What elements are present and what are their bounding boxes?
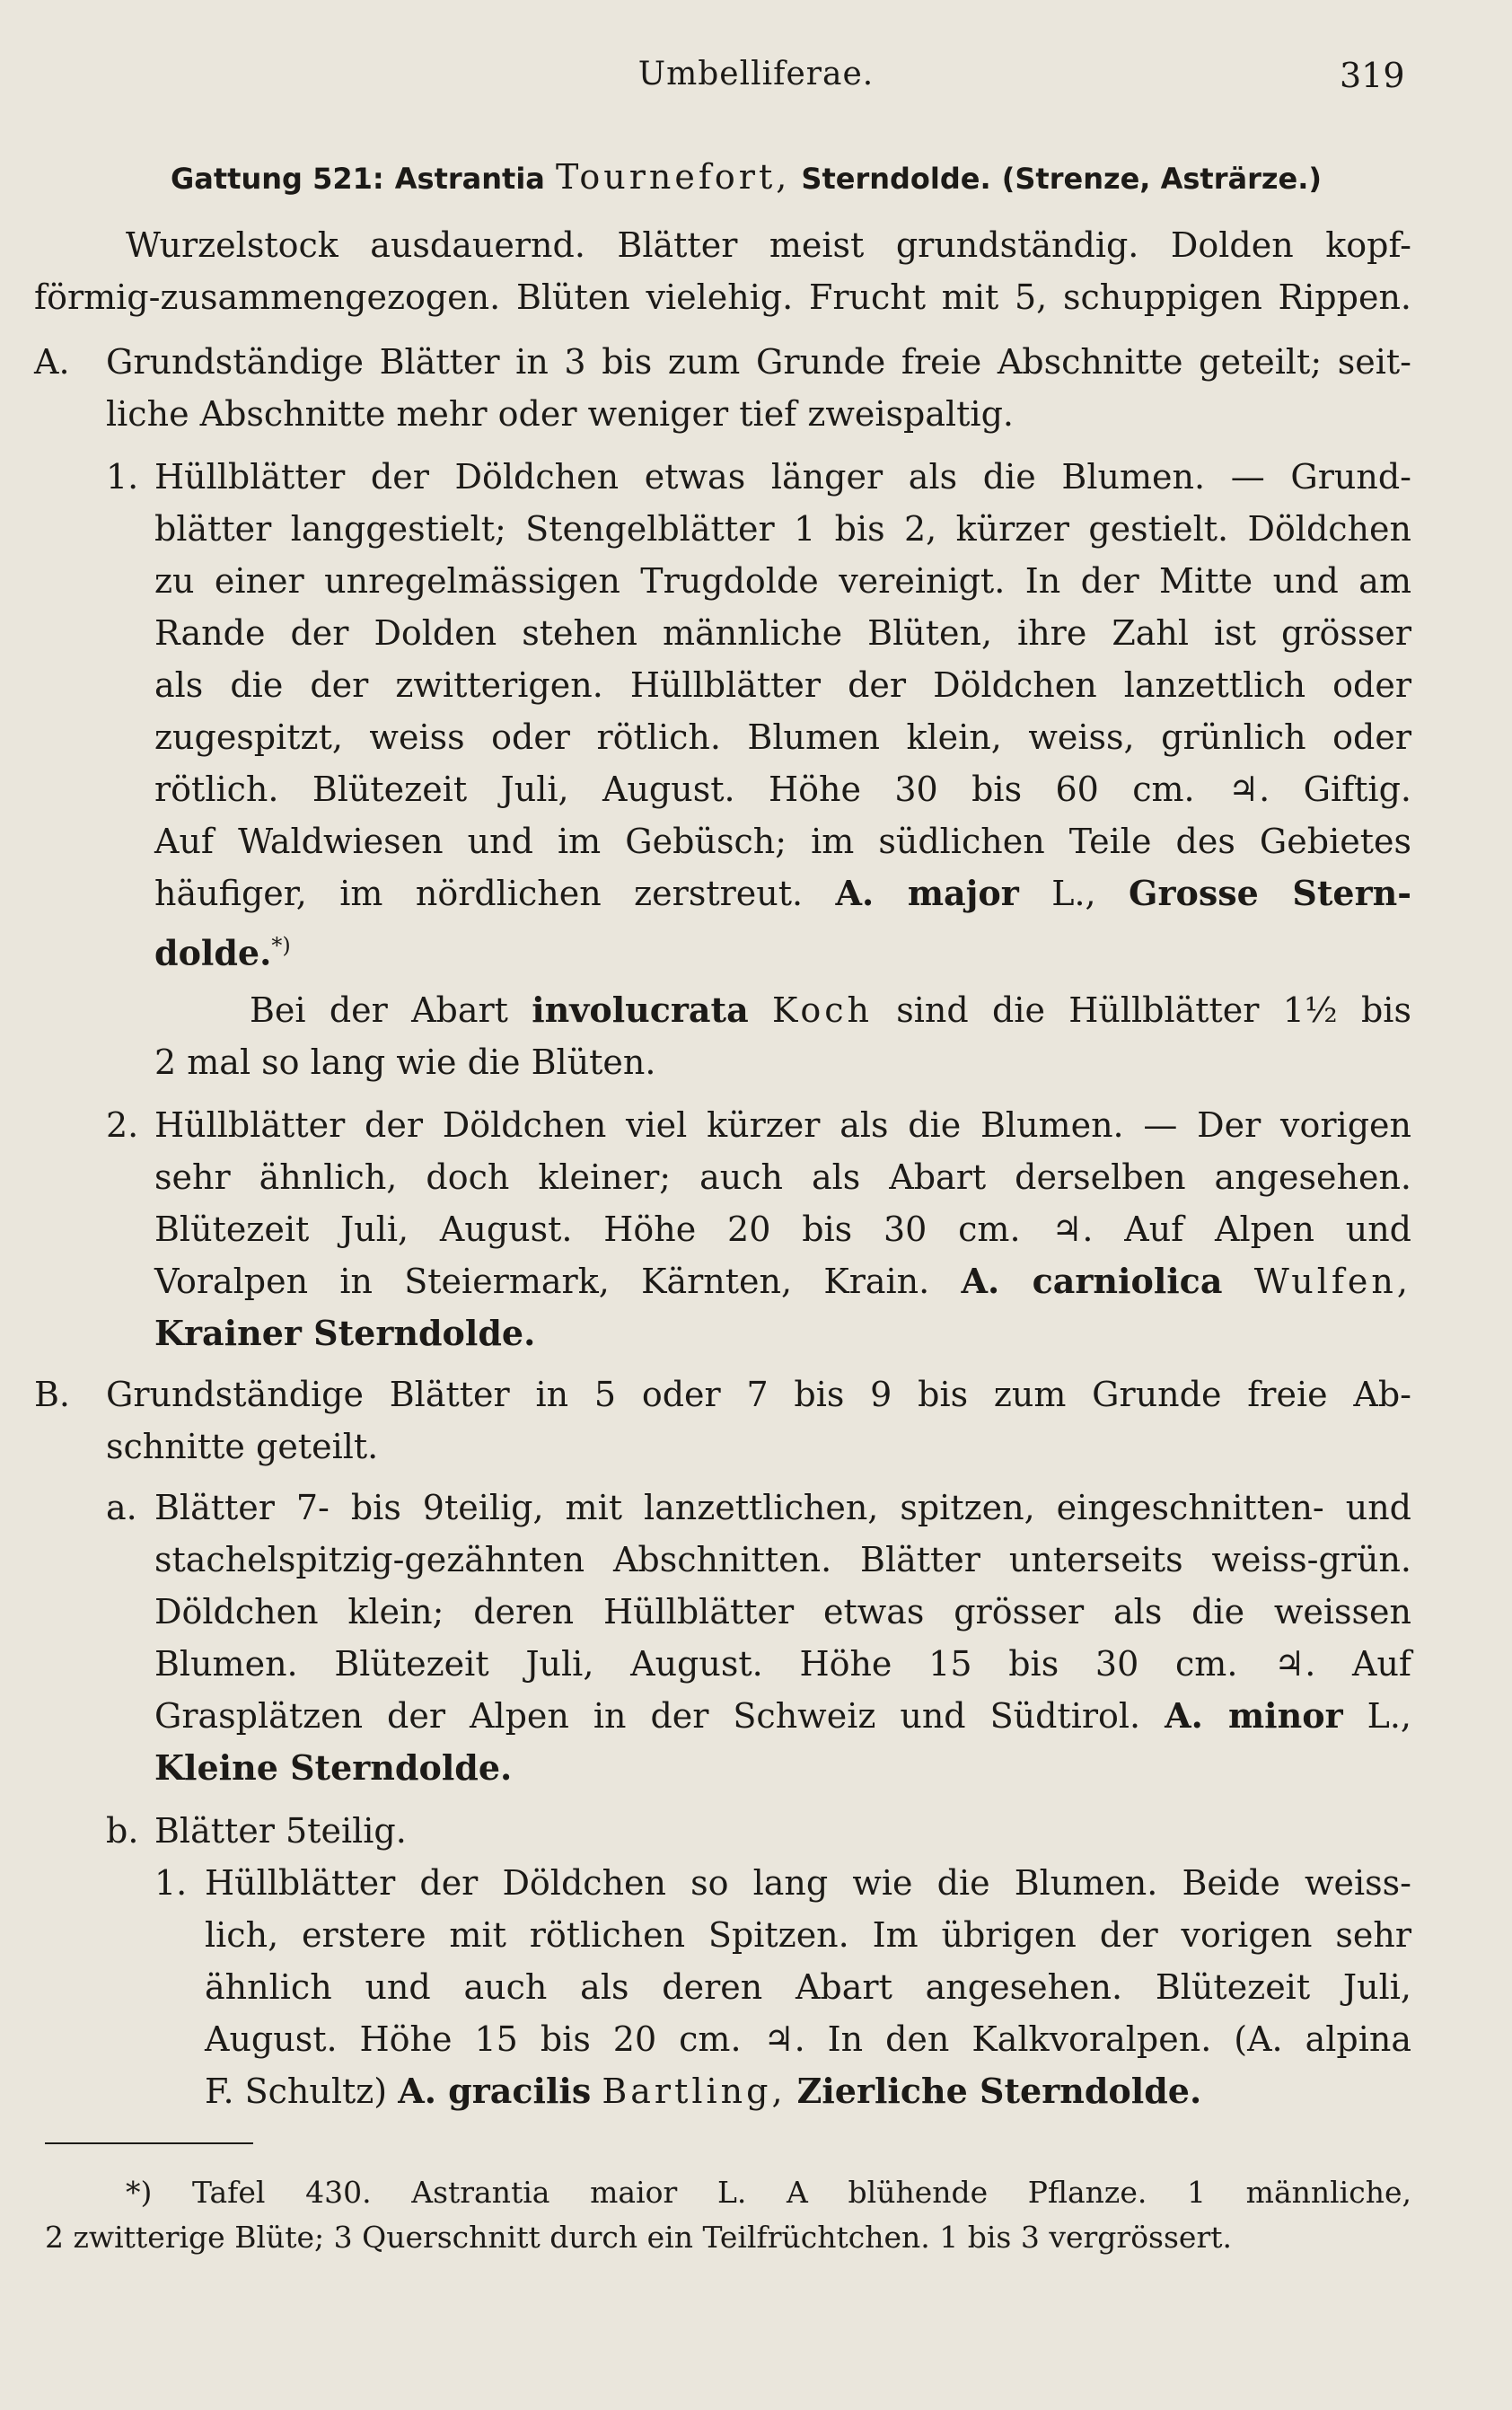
footnote-rule	[45, 2142, 253, 2144]
item1-line: Auf Waldwiesen und im Gebüsch; im südlichen Teile des Gebietes	[154, 822, 1411, 861]
footnote-marker: *)	[271, 933, 291, 958]
item1-species-line-cont	[154, 919, 291, 980]
item-a-line: Grasplätzen der Alpen in der Schweiz und Südtirol.	[154, 1696, 1141, 1736]
variety-prefix: Bei der Abart	[250, 990, 508, 1030]
item1-line: Rande der Dolden stehen männliche Blüten, ihre Zahl ist grösser	[154, 613, 1411, 653]
footnote-line: 2 zwitterige Blüte; 3 Querschnitt durch ein Teilfrüchtchen. 1 bis 3 vergrössert.	[45, 2220, 1232, 2255]
section-a-line: liche Abschnitte mehr oder weniger tief zweispaltig.	[106, 394, 1014, 434]
item1-line: blätter langgestielt; Stengelblätter 1 bis 2, kürzer gestielt. Döldchen	[154, 509, 1411, 549]
species-common-name: Kleine Sterndolde.	[154, 1747, 513, 1788]
item-marker-b: b.	[106, 1811, 139, 1851]
item2-line: sehr ähnlich, doch kleiner; auch als Abart derselben angesehen.	[154, 1157, 1411, 1197]
item-a-line: Döldchen klein; deren Hüllblätter etwas grösser als die weissen	[154, 1592, 1411, 1632]
item2-species-line	[154, 1255, 1411, 1307]
species-authority: Bartling,	[602, 2071, 787, 2111]
item1-species-line	[154, 867, 1411, 919]
variety-author: Koch	[771, 990, 873, 1030]
item1-line: zu einer unregelmässigen Trugdolde vereinigt. In der Mitte und am	[154, 561, 1411, 601]
item-b1-line: lich, erstere mit rötlichen Spitzen. Im übrigen der vorigen sehr	[205, 1915, 1411, 1955]
species-authority: L.,	[1367, 1696, 1411, 1736]
item-a-line: Blumen. Blütezeit Juli, August. Höhe 15 bis 30 cm. ♃. Auf	[154, 1644, 1411, 1684]
section-a-line: Grundständige Blätter in 3 bis zum Grunde freie Abschnitte geteilt; seit-	[106, 342, 1411, 382]
genus-common-name: Sterndolde.	[801, 162, 991, 196]
item1-line: zugespitzt, weiss oder rötlich. Blumen klein, weiss, grünlich oder	[154, 717, 1411, 757]
item-b1-line: Hüllblätter der Döldchen so lang wie die Blumen. Beide weiss-	[205, 1863, 1411, 1903]
species-name: A. gracilis	[398, 2071, 592, 2111]
species-common-name: dolde.	[154, 932, 272, 973]
variety-line: 2 mal so lang wie die Blüten.	[154, 1042, 656, 1082]
item-marker-2: 2.	[106, 1105, 139, 1145]
item2-line: Hüllblätter der Döldchen viel kürzer als die Blumen. — Der vorigen	[154, 1105, 1411, 1145]
item1-line: rötlich. Blütezeit Juli, August. Höhe 30 bis 60 cm. ♃. Giftig.	[154, 770, 1411, 809]
item2-line: Blütezeit Juli, August. Höhe 20 bis 30 cm. ♃. Auf Alpen und	[154, 1209, 1411, 1249]
footnote-line: *) Tafel 430. Astrantia maior L. A blühende Pflanze. 1 männliche,	[126, 2175, 1411, 2210]
item-a-common-line	[154, 1742, 512, 1794]
running-head: Umbelliferae.	[637, 56, 875, 92]
item-a-species-line	[154, 1690, 1411, 1742]
intro-line: Wurzelstock ausdauernd. Blätter meist grundständig. Dolden kopf-	[126, 225, 1411, 265]
species-authority: Wulfen,	[1253, 1262, 1411, 1301]
item-marker-b1: 1.	[154, 1863, 188, 1903]
item-a-line: Blätter 7- bis 9teilig, mit lanzettlichen, spitzen, eingeschnitten- und	[154, 1488, 1411, 1527]
genus-heading	[171, 151, 1322, 205]
section-marker-b: B.	[34, 1375, 71, 1414]
genus-number: Gattung 521:	[171, 162, 384, 196]
species-common-name: Grosse Stern-	[1129, 873, 1411, 913]
species-common-name: Krainer Sterndolde.	[154, 1313, 536, 1353]
species-name: A. carniolica	[961, 1261, 1223, 1301]
item1-line: Hüllblätter der Döldchen etwas länger als die Blumen. — Grund-	[154, 457, 1411, 497]
item-b1-line: F. Schultz)	[205, 2071, 388, 2111]
species-common-name: Zierliche Sterndolde.	[796, 2071, 1202, 2111]
species-authority: L.,	[1051, 874, 1096, 913]
item1-line: häufiger, im nördlichen zerstreut.	[154, 874, 804, 913]
genus-name: Astrantia	[394, 162, 545, 196]
variety-text: sind die Hüllblätter 1½ bis	[896, 990, 1411, 1030]
item-marker-a: a.	[106, 1488, 137, 1527]
species-name: A. major	[835, 873, 1019, 913]
item-b1-line: ähnlich und auch als deren Abart angesehen. Blütezeit Juli,	[205, 1967, 1411, 2007]
section-marker-a: A.	[34, 342, 70, 382]
item-b-line: Blätter 5teilig.	[154, 1811, 407, 1851]
section-b-line: schnitte geteilt.	[106, 1427, 379, 1466]
item-marker-1: 1.	[106, 457, 139, 497]
species-name: A. minor	[1165, 1695, 1343, 1736]
variety-line	[250, 984, 1411, 1036]
item-a-line: stachelspitzig-gezähnten Abschnitten. Blätter unterseits weiss-grün.	[154, 1540, 1411, 1579]
page-number: 319	[1340, 56, 1405, 95]
intro-line: förmig-zusammengezogen. Blüten vielehig. Frucht mit 5, schuppigen Rippen.	[34, 277, 1411, 317]
item2-common-line	[154, 1307, 535, 1359]
item2-line: Voralpen in Steiermark, Kärnten, Krain.	[154, 1262, 930, 1301]
item-b1-species-line	[205, 2065, 1201, 2117]
variety-name: involucrata	[532, 990, 749, 1030]
section-b-line: Grundständige Blätter in 5 oder 7 bis 9 bis zum Grunde freie Ab-	[106, 1375, 1411, 1414]
genus-synonyms: (Strenze, Asträrze.)	[1001, 162, 1322, 196]
item1-line: als die der zwitterigen. Hüllblätter der Döldchen lanzettlich oder	[154, 665, 1411, 705]
item-b1-line: August. Höhe 15 bis 20 cm. ♃. In den Kalkvoralpen. (A. alpina	[205, 2019, 1411, 2059]
genus-author: Tournefort,	[555, 157, 791, 197]
